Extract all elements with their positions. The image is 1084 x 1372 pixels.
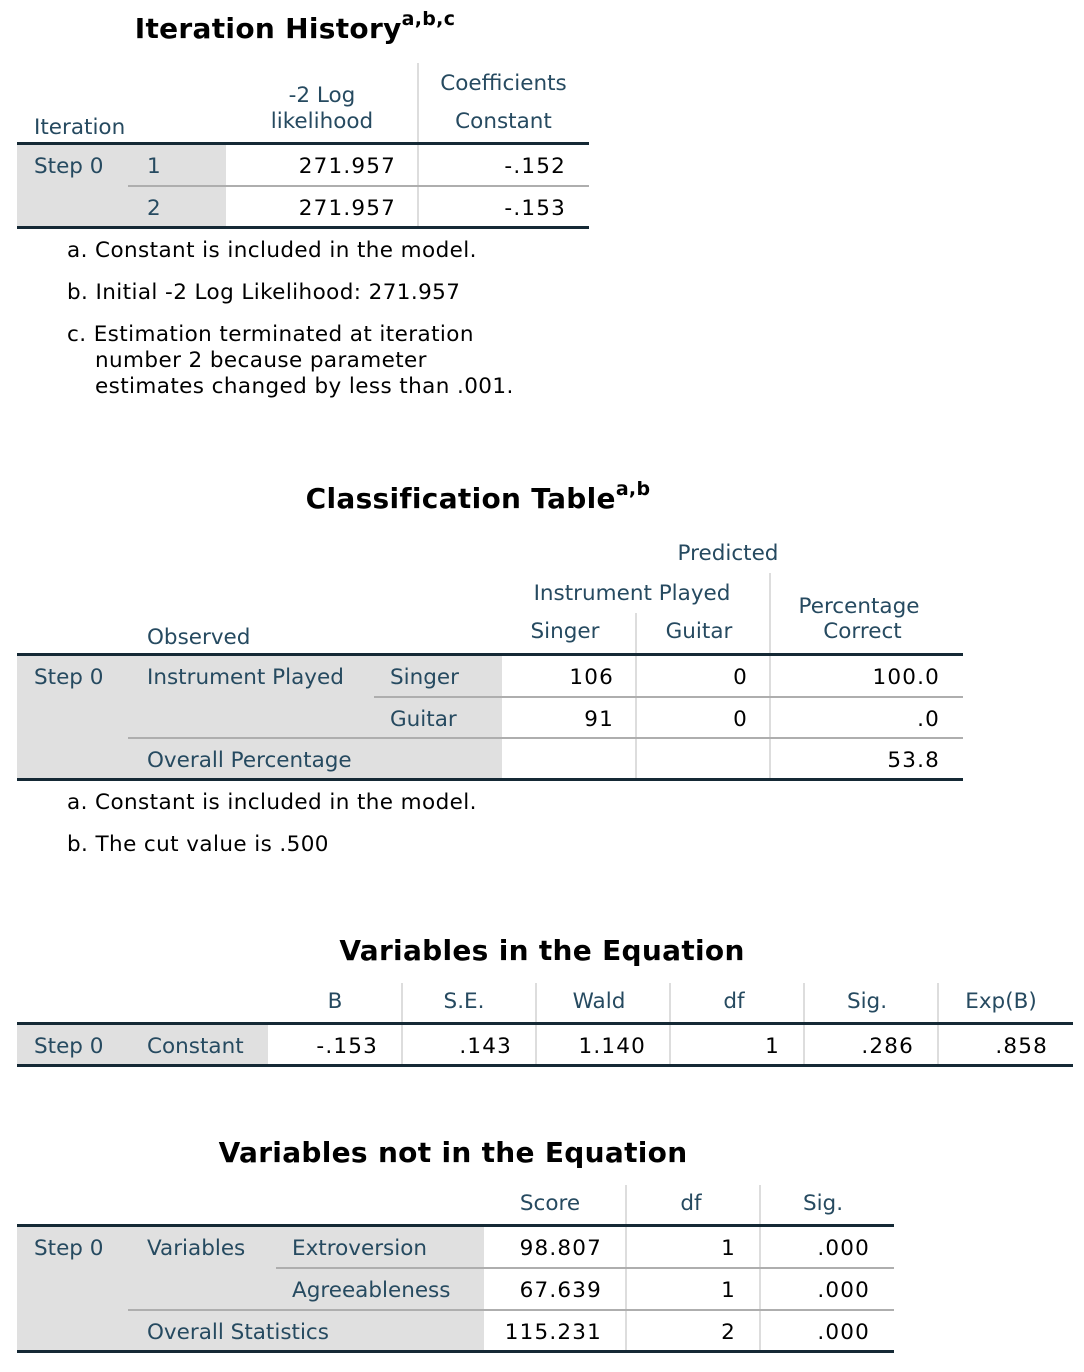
df-value: 2 [721, 1320, 736, 1345]
header-sig: Sig. [846, 989, 888, 1014]
footnote-a: a. Constant is included in the model. [67, 790, 477, 815]
sig-value: .000 [817, 1320, 870, 1345]
category-label: Singer [390, 665, 459, 690]
header-iteration: Iteration [34, 115, 126, 140]
header-se: S.E. [443, 989, 485, 1014]
overall-statistics-label: Overall Statistics [147, 1320, 329, 1345]
variables-in-equation-title: Variables in the Equation [339, 934, 745, 967]
header-expb: Exp(B) [965, 989, 1037, 1014]
header-score: Score [519, 1191, 581, 1216]
classification-table-title [305, 478, 651, 515]
title-footnote-refs: a,b [615, 478, 651, 500]
predicted-singer-count: 106 [569, 665, 614, 690]
se-value: .143 [459, 1034, 512, 1059]
step-label: Step 0 [34, 665, 104, 690]
predicted-guitar-count: 0 [733, 707, 748, 732]
title-footnote-refs: a,b,c [401, 8, 456, 30]
overall-percentage-label: Overall Percentage [147, 748, 352, 773]
percentage-correct: .0 [917, 707, 940, 732]
footnote-b: b. Initial -2 Log Likelihood: 271.957 [67, 280, 461, 305]
df-value: 1 [765, 1034, 780, 1059]
footnote-c-line2: number 2 because parameter [95, 348, 427, 373]
sig-value: .000 [817, 1236, 870, 1261]
header-percentage-line1: Percentage [798, 594, 920, 619]
header-loglik-line2: likelihood [270, 109, 374, 134]
header-rule [17, 1224, 894, 1227]
step-label: Step 0 [34, 1236, 104, 1261]
constant-value: -.152 [504, 154, 566, 179]
step-label: Step 0 [34, 1034, 104, 1059]
variable-label: Agreeableness [292, 1278, 451, 1303]
score-value: 67.639 [519, 1278, 602, 1303]
header-df: df [680, 1191, 702, 1216]
footnote-a: a. Constant is included in the model. [67, 238, 477, 263]
percentage-correct: 100.0 [872, 665, 940, 690]
iteration-number: 2 [147, 196, 161, 221]
loglik-value: 271.957 [298, 196, 396, 221]
variables-not-in-equation-title: Variables not in the Equation [218, 1136, 688, 1169]
score-value: 98.807 [519, 1236, 602, 1261]
header-sig: Sig. [802, 1191, 844, 1216]
footnote-b: b. The cut value is .500 [67, 832, 329, 857]
score-value: 115.231 [504, 1320, 602, 1345]
observed-variable-label: Instrument Played [147, 665, 344, 690]
header-df: df [723, 989, 745, 1014]
header-predicted: Predicted [677, 541, 779, 566]
variables-group-label: Variables [147, 1236, 246, 1261]
step-label: Step 0 [34, 154, 104, 179]
header-constant: Constant [455, 109, 552, 134]
header-b: B [327, 989, 343, 1014]
expb-value: .858 [995, 1034, 1048, 1059]
sig-value: .000 [817, 1278, 870, 1303]
footnote-c-line3: estimates changed by less than .001. [95, 374, 514, 399]
sig-value: .286 [861, 1034, 914, 1059]
df-value: 1 [721, 1236, 736, 1261]
header-rule [17, 142, 589, 145]
title-text: Iteration History [134, 12, 402, 45]
header-guitar: Guitar [665, 619, 733, 644]
constant-label: Constant [147, 1034, 244, 1059]
header-observed: Observed [147, 625, 251, 650]
category-label: Guitar [390, 707, 457, 732]
header-singer: Singer [530, 619, 600, 644]
variable-label: Extroversion [292, 1236, 428, 1261]
header-instrument-played: Instrument Played [533, 581, 731, 606]
wald-value: 1.140 [578, 1034, 646, 1059]
header-percentage-line2: Correct [823, 619, 902, 644]
header-rule [17, 1022, 1073, 1025]
predicted-guitar-count: 0 [733, 665, 748, 690]
constant-value: -.153 [504, 196, 566, 221]
footnote-c-line1: c. Estimation terminated at iteration [67, 322, 474, 347]
header-rule [17, 653, 963, 656]
header-loglik-line1: -2 Log [288, 83, 356, 108]
predicted-singer-count: 91 [584, 707, 614, 732]
iteration-history-title [134, 8, 456, 45]
iteration-number: 1 [147, 154, 161, 179]
overall-percentage-value: 53.8 [887, 748, 940, 773]
df-value: 1 [721, 1278, 736, 1303]
b-value: -.153 [316, 1034, 378, 1059]
header-wald: Wald [572, 989, 626, 1014]
header-coefficients: Coefficients [440, 71, 567, 96]
title-text: Classification Table [305, 482, 616, 515]
loglik-value: 271.957 [298, 154, 396, 179]
